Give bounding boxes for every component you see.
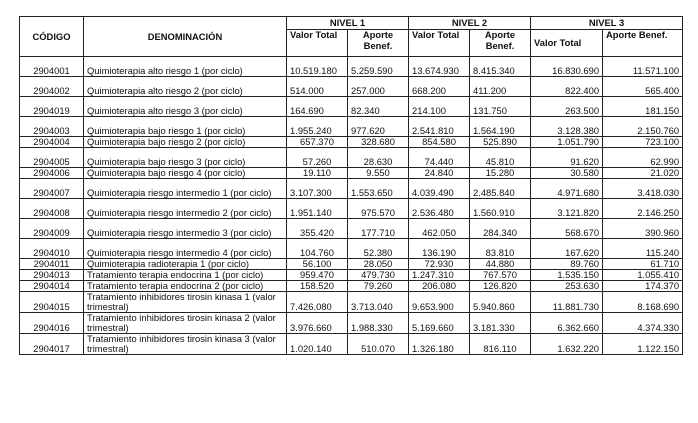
nivel1-aporte-benef-cell: 257.000 bbox=[348, 77, 409, 97]
nivel3-aporte-benef-cell: 3.418.030 bbox=[603, 179, 683, 199]
code-cell: 2904008 bbox=[20, 199, 84, 219]
denominacion-cell: Quimioterapia alto riesgo 3 (por ciclo) bbox=[84, 97, 287, 117]
nivel1-valor-total-cell: 57.260 bbox=[287, 148, 348, 168]
nivel1-aporte-benef-cell: 9.550 bbox=[348, 168, 409, 179]
nivel2-valor-total-cell: 136.190 bbox=[409, 239, 470, 259]
code-cell: 2904007 bbox=[20, 179, 84, 199]
nivel3-aporte-benef-cell: 62.990 bbox=[603, 148, 683, 168]
header-nivel-2: NIVEL 2 bbox=[409, 17, 531, 30]
nivel2-aporte-benef-cell: 126.820 bbox=[470, 281, 531, 292]
nivel1-valor-total-cell: 3.976.660 bbox=[287, 313, 348, 334]
nivel2-valor-total-cell: 9.653.900 bbox=[409, 292, 470, 313]
nivel3-aporte-benef-cell: 723.100 bbox=[603, 137, 683, 148]
denominacion-cell: Quimioterapia riesgo intermedio 3 (por ciclo) bbox=[84, 219, 287, 239]
header-codigo: CÓDIGO bbox=[20, 17, 84, 57]
code-cell: 2904019 bbox=[20, 97, 84, 117]
table-body bbox=[20, 57, 683, 355]
nivel1-aporte-benef-cell: 479.730 bbox=[348, 270, 409, 281]
nivel2-aporte-benef-cell: 767.570 bbox=[470, 270, 531, 281]
table-row bbox=[20, 239, 683, 259]
table-row bbox=[20, 199, 683, 219]
nivel1-valor-total-cell: 1.951.140 bbox=[287, 199, 348, 219]
denominacion-cell: Tratamiento inhibidores tirosin kinasa 3 (valor trimestral) bbox=[84, 334, 287, 355]
denominacion-cell: Quimioterapia riesgo intermedio 1 (por ciclo) bbox=[84, 179, 287, 199]
nivel2-valor-total-cell: 1.326.180 bbox=[409, 334, 470, 355]
nivel2-valor-total-cell: 462.050 bbox=[409, 219, 470, 239]
nivel3-aporte-benef-cell: 390.960 bbox=[603, 219, 683, 239]
denominacion-cell: Quimioterapia riesgo intermedio 2 (por ciclo) bbox=[84, 199, 287, 219]
nivel1-aporte-benef-cell: 177.710 bbox=[348, 219, 409, 239]
table-row bbox=[20, 334, 683, 355]
nivel2-aporte-benef-cell: 45.810 bbox=[470, 148, 531, 168]
code-cell: 2904002 bbox=[20, 77, 84, 97]
table-row bbox=[20, 148, 683, 168]
denominacion-cell: Quimioterapia bajo riesgo 1 (por ciclo) bbox=[84, 117, 287, 137]
denominacion-cell: Tratamiento inhibidores tirosin kinasa 2 (valor trimestral) bbox=[84, 313, 287, 334]
nivel2-aporte-benef-cell: 83.810 bbox=[470, 239, 531, 259]
table-row bbox=[20, 57, 683, 77]
nivel1-aporte-benef-cell: 1.553.650 bbox=[348, 179, 409, 199]
table-row bbox=[20, 137, 683, 148]
header-aporte-benef-1: Aporte Benef. bbox=[348, 30, 409, 57]
nivel3-aporte-benef-cell: 11.571.100 bbox=[603, 57, 683, 77]
nivel1-valor-total-cell: 514.000 bbox=[287, 77, 348, 97]
nivel1-valor-total-cell: 1.955.240 bbox=[287, 117, 348, 137]
code-cell: 2904010 bbox=[20, 239, 84, 259]
nivel2-aporte-benef-cell: 1.560.910 bbox=[470, 199, 531, 219]
nivel1-aporte-benef-cell: 328.680 bbox=[348, 137, 409, 148]
table-header bbox=[20, 17, 683, 57]
nivel2-aporte-benef-cell: 525.890 bbox=[470, 137, 531, 148]
nivel1-aporte-benef-cell: 3.713.040 bbox=[348, 292, 409, 313]
nivel3-valor-total-cell: 263.500 bbox=[531, 97, 603, 117]
nivel1-aporte-benef-cell: 79.260 bbox=[348, 281, 409, 292]
nivel3-valor-total-cell: 30.580 bbox=[531, 168, 603, 179]
nivel3-aporte-benef-cell: 2.150.760 bbox=[603, 117, 683, 137]
nivel2-aporte-benef-cell: 5.940.860 bbox=[470, 292, 531, 313]
nivel3-valor-total-cell: 3.121.820 bbox=[531, 199, 603, 219]
nivel2-valor-total-cell: 1.247.310 bbox=[409, 270, 470, 281]
code-cell: 2904009 bbox=[20, 219, 84, 239]
nivel3-valor-total-cell: 4.971.680 bbox=[531, 179, 603, 199]
nivel1-valor-total-cell: 104.760 bbox=[287, 239, 348, 259]
nivel3-aporte-benef-cell: 181.150 bbox=[603, 97, 683, 117]
nivel2-valor-total-cell: 214.100 bbox=[409, 97, 470, 117]
nivel2-valor-total-cell: 74.440 bbox=[409, 148, 470, 168]
nivel3-aporte-benef-cell: 2.146.250 bbox=[603, 199, 683, 219]
table-row bbox=[20, 179, 683, 199]
nivel3-aporte-benef-cell: 174.370 bbox=[603, 281, 683, 292]
denominacion-cell: Quimioterapia bajo riesgo 4 (por ciclo) bbox=[84, 168, 287, 179]
nivel3-aporte-benef-cell: 21.020 bbox=[603, 168, 683, 179]
table-row bbox=[20, 117, 683, 137]
header-nivel-3: NIVEL 3 bbox=[531, 17, 683, 30]
nivel1-valor-total-cell: 3.107.300 bbox=[287, 179, 348, 199]
nivel2-aporte-benef-cell: 3.181.330 bbox=[470, 313, 531, 334]
nivel1-valor-total-cell: 355.420 bbox=[287, 219, 348, 239]
denominacion-cell: Quimioterapia alto riesgo 2 (por ciclo) bbox=[84, 77, 287, 97]
code-cell: 2904003 bbox=[20, 117, 84, 137]
nivel3-valor-total-cell: 3.128.380 bbox=[531, 117, 603, 137]
code-cell: 2904005 bbox=[20, 148, 84, 168]
nivel3-aporte-benef-cell: 1.055.410 bbox=[603, 270, 683, 281]
nivel1-valor-total-cell: 657.370 bbox=[287, 137, 348, 148]
nivel1-aporte-benef-cell: 975.570 bbox=[348, 199, 409, 219]
table-row bbox=[20, 219, 683, 239]
nivel1-valor-total-cell: 164.690 bbox=[287, 97, 348, 117]
nivel3-valor-total-cell: 16.830.690 bbox=[531, 57, 603, 77]
nivel2-valor-total-cell: 24.840 bbox=[409, 168, 470, 179]
table-row bbox=[20, 292, 683, 313]
code-cell: 2904001 bbox=[20, 57, 84, 77]
header-aporte-benef-3: Aporte Benef. bbox=[603, 30, 683, 57]
nivel1-aporte-benef-cell: 82.340 bbox=[348, 97, 409, 117]
code-cell: 2904013 bbox=[20, 270, 84, 281]
denominacion-cell: Tratamiento inhibidores tirosin kinasa 1 (valor trimestral) bbox=[84, 292, 287, 313]
nivel3-valor-total-cell: 1.051.790 bbox=[531, 137, 603, 148]
nivel1-aporte-benef-cell: 977.620 bbox=[348, 117, 409, 137]
nivel3-valor-total-cell: 1.632.220 bbox=[531, 334, 603, 355]
table-row bbox=[20, 97, 683, 117]
tariff-table bbox=[19, 16, 683, 355]
header-valor-total-1: Valor Total bbox=[287, 30, 348, 57]
denominacion-cell: Quimioterapia alto riesgo 1 (por ciclo) bbox=[84, 57, 287, 77]
code-cell: 2904016 bbox=[20, 313, 84, 334]
nivel3-valor-total-cell: 568.670 bbox=[531, 219, 603, 239]
nivel3-valor-total-cell: 1.535.150 bbox=[531, 270, 603, 281]
nivel3-valor-total-cell: 167.620 bbox=[531, 239, 603, 259]
nivel2-valor-total-cell: 206.080 bbox=[409, 281, 470, 292]
nivel1-aporte-benef-cell: 1.988.330 bbox=[348, 313, 409, 334]
nivel2-aporte-benef-cell: 131.750 bbox=[470, 97, 531, 117]
table-row bbox=[20, 259, 683, 270]
nivel1-aporte-benef-cell: 52.380 bbox=[348, 239, 409, 259]
nivel2-valor-total-cell: 854.580 bbox=[409, 137, 470, 148]
code-cell: 2904014 bbox=[20, 281, 84, 292]
nivel3-valor-total-cell: 11.881.730 bbox=[531, 292, 603, 313]
nivel3-aporte-benef-cell: 115.240 bbox=[603, 239, 683, 259]
nivel2-aporte-benef-cell: 8.415.340 bbox=[470, 57, 531, 77]
header-aporte-benef-2: Aporte Benef. bbox=[470, 30, 531, 57]
nivel3-aporte-benef-cell: 565.400 bbox=[603, 77, 683, 97]
code-cell: 2904011 bbox=[20, 259, 84, 270]
nivel1-valor-total-cell: 19.110 bbox=[287, 168, 348, 179]
code-cell: 2904017 bbox=[20, 334, 84, 355]
nivel2-valor-total-cell: 4.039.490 bbox=[409, 179, 470, 199]
code-cell: 2904004 bbox=[20, 137, 84, 148]
nivel1-aporte-benef-cell: 5.259.590 bbox=[348, 57, 409, 77]
code-cell: 2904015 bbox=[20, 292, 84, 313]
denominacion-cell: Quimioterapia bajo riesgo 3 (por ciclo) bbox=[84, 148, 287, 168]
nivel2-valor-total-cell: 2.536.480 bbox=[409, 199, 470, 219]
table-row bbox=[20, 313, 683, 334]
nivel3-aporte-benef-cell: 61.710 bbox=[603, 259, 683, 270]
header-valor-total-2: Valor Total bbox=[409, 30, 470, 57]
nivel3-aporte-benef-cell: 4.374.330 bbox=[603, 313, 683, 334]
table-row bbox=[20, 281, 683, 292]
nivel2-valor-total-cell: 5.169.660 bbox=[409, 313, 470, 334]
nivel1-valor-total-cell: 10.519.180 bbox=[287, 57, 348, 77]
nivel2-aporte-benef-cell: 816.110 bbox=[470, 334, 531, 355]
denominacion-cell: Tratamiento terapia endocrina 2 (por ciclo) bbox=[84, 281, 287, 292]
nivel2-aporte-benef-cell: 284.340 bbox=[470, 219, 531, 239]
denominacion-cell: Quimioterapia bajo riesgo 2 (por ciclo) bbox=[84, 137, 287, 148]
code-cell: 2904006 bbox=[20, 168, 84, 179]
nivel2-valor-total-cell: 13.674.930 bbox=[409, 57, 470, 77]
nivel2-aporte-benef-cell: 411.200 bbox=[470, 77, 531, 97]
table-row bbox=[20, 77, 683, 97]
nivel2-aporte-benef-cell: 15.280 bbox=[470, 168, 531, 179]
nivel2-aporte-benef-cell: 1.564.190 bbox=[470, 117, 531, 137]
nivel2-valor-total-cell: 72.930 bbox=[409, 259, 470, 270]
nivel3-aporte-benef-cell: 8.168.690 bbox=[603, 292, 683, 313]
header-nivel-1: NIVEL 1 bbox=[287, 17, 409, 30]
nivel1-valor-total-cell: 959.470 bbox=[287, 270, 348, 281]
header-valor-total-3: Valor Total bbox=[531, 30, 603, 57]
nivel2-valor-total-cell: 2.541.810 bbox=[409, 117, 470, 137]
nivel3-valor-total-cell: 6.362.660 bbox=[531, 313, 603, 334]
nivel1-valor-total-cell: 56.100 bbox=[287, 259, 348, 270]
nivel1-valor-total-cell: 7.426.080 bbox=[287, 292, 348, 313]
table-row bbox=[20, 168, 683, 179]
nivel1-aporte-benef-cell: 28.630 bbox=[348, 148, 409, 168]
nivel3-valor-total-cell: 253.630 bbox=[531, 281, 603, 292]
nivel2-aporte-benef-cell: 44.880 bbox=[470, 259, 531, 270]
header-denominacion: DENOMINACIÓN bbox=[84, 17, 287, 57]
nivel2-valor-total-cell: 668.200 bbox=[409, 77, 470, 97]
denominacion-cell: Tratamiento terapia endocrina 1 (por ciclo) bbox=[84, 270, 287, 281]
denominacion-cell: Quimioterapia riesgo intermedio 4 (por ciclo) bbox=[84, 239, 287, 259]
nivel3-valor-total-cell: 91.620 bbox=[531, 148, 603, 168]
nivel1-aporte-benef-cell: 510.070 bbox=[348, 334, 409, 355]
nivel1-valor-total-cell: 158.520 bbox=[287, 281, 348, 292]
nivel3-valor-total-cell: 822.400 bbox=[531, 77, 603, 97]
nivel3-valor-total-cell: 89.760 bbox=[531, 259, 603, 270]
nivel3-aporte-benef-cell: 1.122.150 bbox=[603, 334, 683, 355]
nivel1-aporte-benef-cell: 28.050 bbox=[348, 259, 409, 270]
nivel1-valor-total-cell: 1.020.140 bbox=[287, 334, 348, 355]
denominacion-cell: Quimioterapia radioterapia 1 (por ciclo) bbox=[84, 259, 287, 270]
nivel2-aporte-benef-cell: 2.485.840 bbox=[470, 179, 531, 199]
table-row bbox=[20, 270, 683, 281]
